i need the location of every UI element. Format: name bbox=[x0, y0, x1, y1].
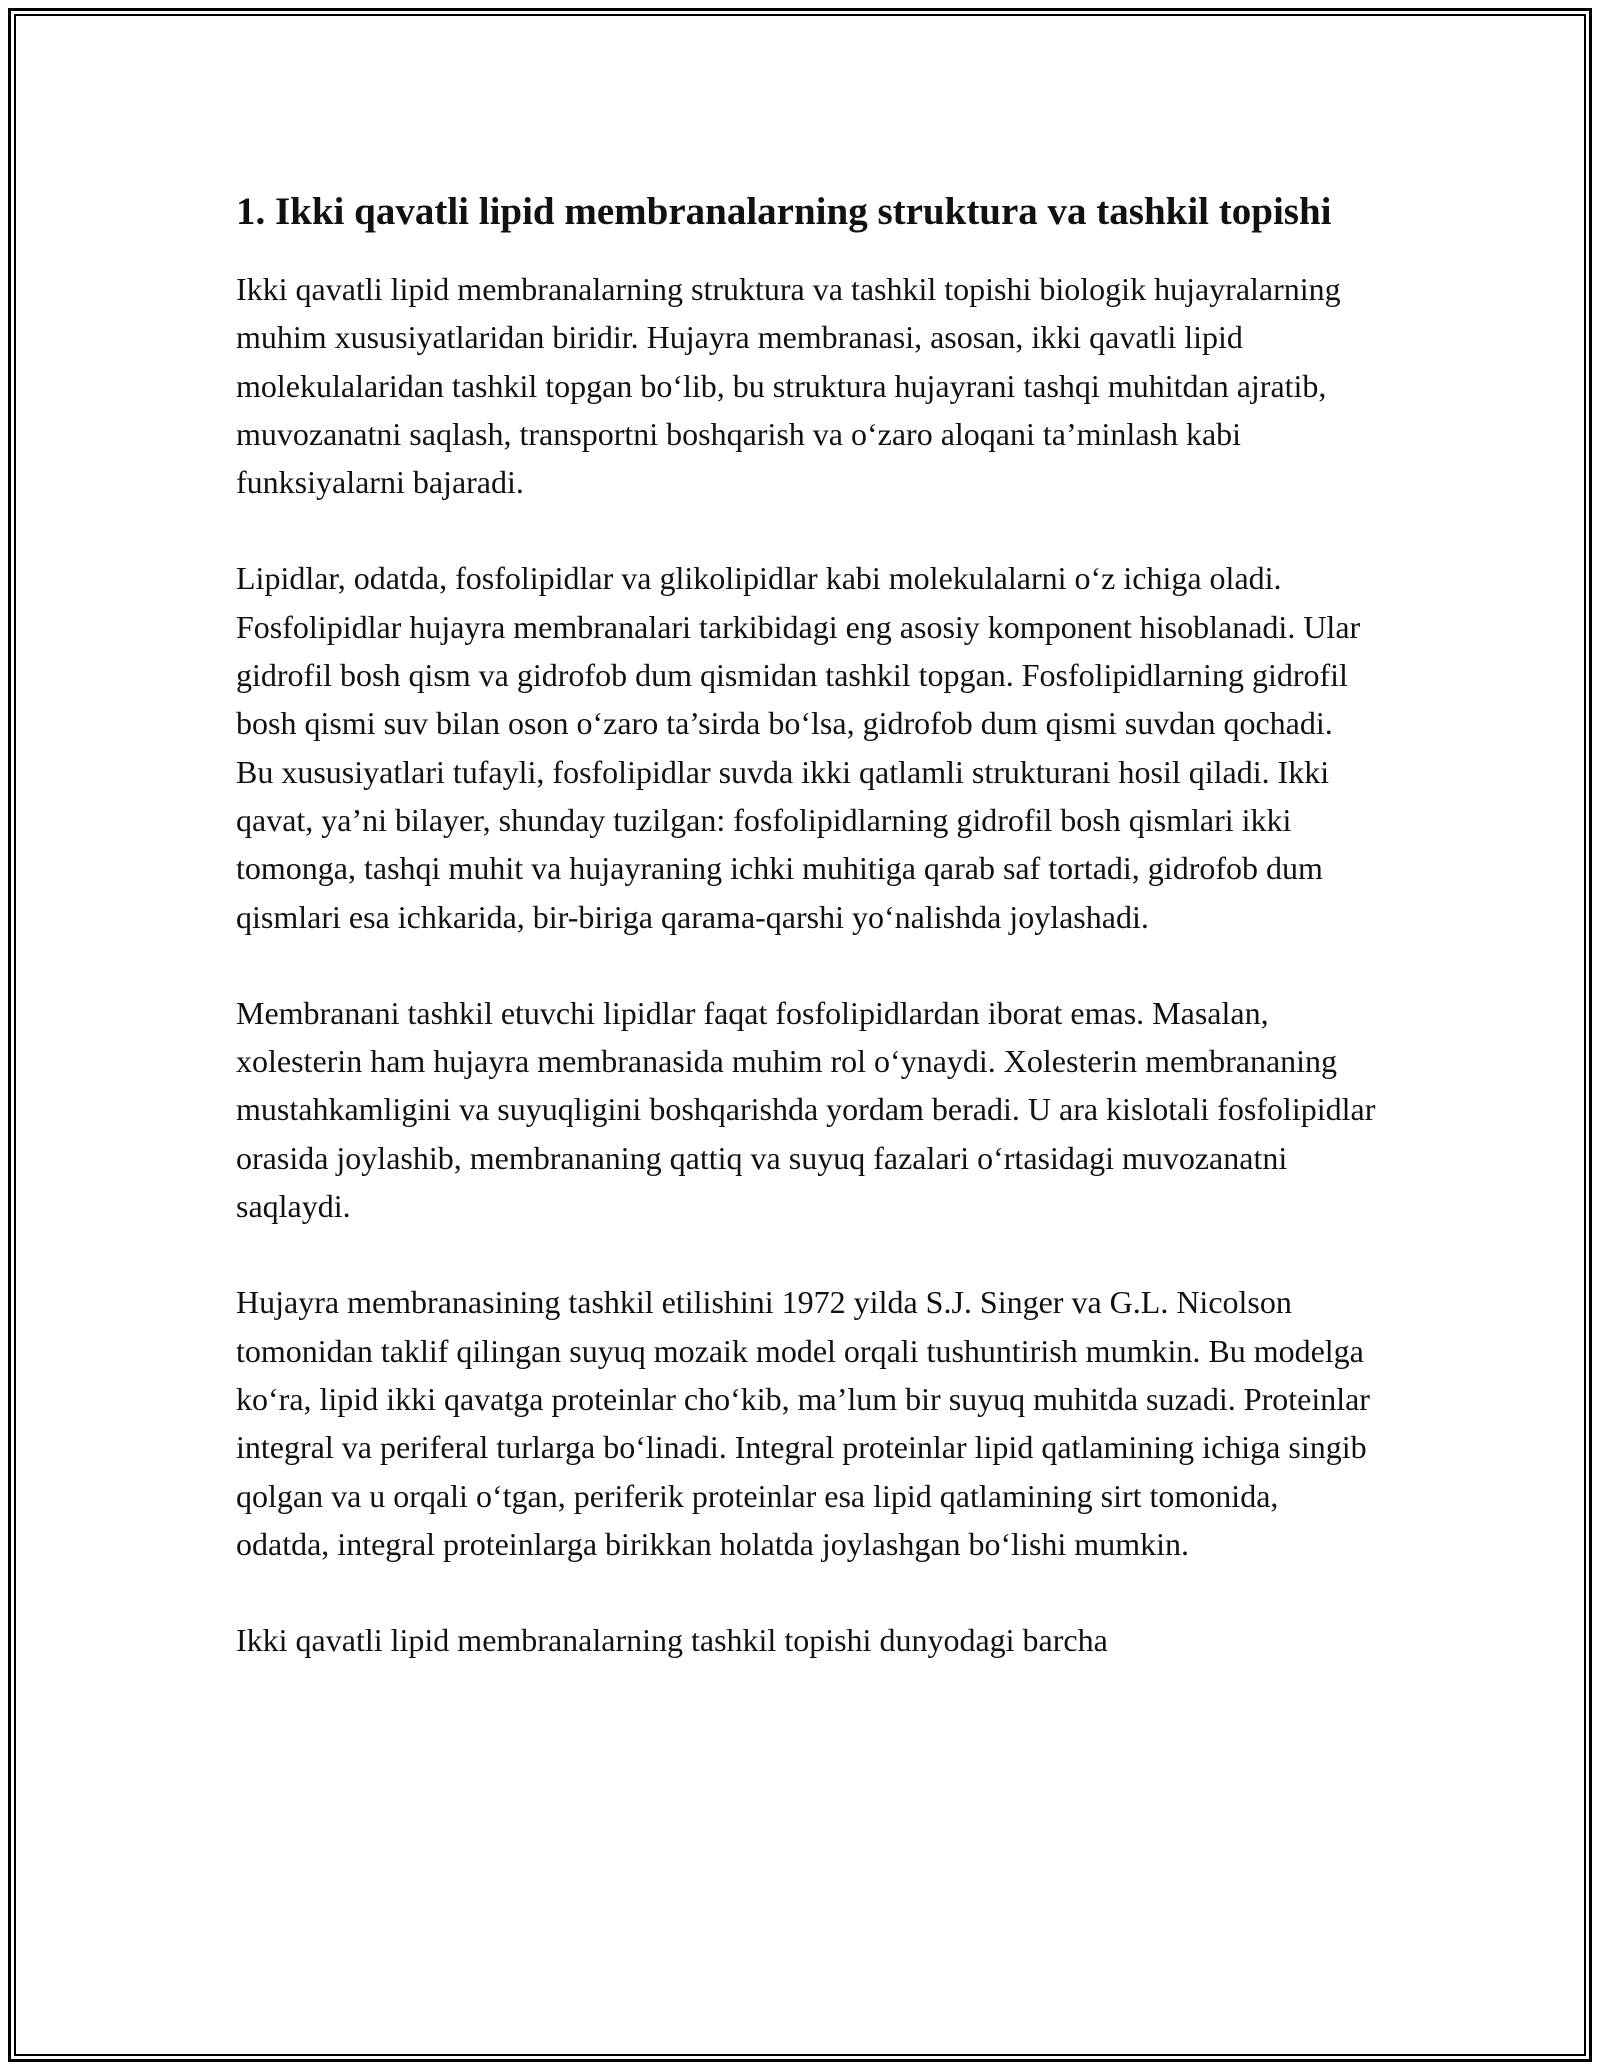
document-page bbox=[236, 184, 1376, 1712]
section-heading: 1. Ikki qavatli lipid membranalarning struktura va tashkil topishi bbox=[236, 190, 1332, 233]
paragraph-3: Membranani tashkil etuvchi lipidlar faqat fosfolipidlardan iborat emas. Masalan, xolesterin ham hujayra membranasida muhim rol o‘ynaydi. Xolesterin membrananing mustahkamligini va suyuqligini boshqarishda yordam beradi. U ara kislotali fosfolipidlar orasida joylashib, membrananing qattiq va suyuq fazalari o‘rtasidagi muvozanatni saqlaydi. bbox=[236, 994, 1376, 1225]
paragraph-4: Hujayra membranasining tashkil etilishini 1972 yilda S.J. Singer va G.L. Nicolson tomonidan taklif qilingan suyuq mozaik model orqali tushuntirish mumkin. Bu modelga ko‘ra, lipid ikki qavatga proteinlar cho‘kib, ma’lum bir suyuq muhitda suzadi. Proteinlar integral va periferal turlarga bo‘linadi. Integral proteinlar lipid qatlamining ichiga singib qolgan va u orqali o‘tgan, periferik proteinlar esa lipid qatlamining sirt tomonida, odatda, integral proteinlarga birikkan holatda joylashgan bo‘lishi mumkin. bbox=[236, 1284, 1370, 1562]
paragraph-1: Ikki qavatli lipid membranalarning struktura va tashkil topishi biologik hujayralarning muhim xususiyatlaridan biridir. Hujayra membranasi, asosan, ikki qavatli lipid molekulalaridan tashkil topgan bo‘lib, bu struktura hujayrani tashqi muhitdan ajratib, muvozanatni saqlash, transportni boshqarish va o‘zaro aloqani ta’minlash kabi funksiyalarni bajaradi. bbox=[236, 271, 1341, 501]
paragraph-2: Lipidlar, odatda, fosfolipidlar va glikolipidlar kabi molekulalarni o‘z ichiga oladi. Fosfolipidlar hujayra membranalari tarkibidagi eng asosiy komponent hisoblanadi. Ular gidrofil bosh qism va gidrofob dum qismidan tashkil topgan. Fosfolipidlarning gidrofil bosh qismi suv bilan oson o‘zaro ta’sirda bo‘lsa, gidrofob dum qismi suvdan qochadi. Bu xususiyatlari tufayli, fosfolipidlar suvda ikki qatlamli strukturani hosil qiladi. Ikki qavat, ya’ni bilayer, shunday tuzilgan: fosfolipidlarning gidrofil bosh qismlari ikki tomonga, tashqi muhit va hujayraning ichki muhitiga qarab saf tortadi, gidrofob dum qismlari esa ichkarida, bir-biriga qarama-qarshi yo‘nalishda joylashadi. bbox=[236, 560, 1361, 935]
paragraph-5: Ikki qavatli lipid membranalarning tashkil topishi dunyodagi barcha bbox=[236, 1622, 1108, 1659]
